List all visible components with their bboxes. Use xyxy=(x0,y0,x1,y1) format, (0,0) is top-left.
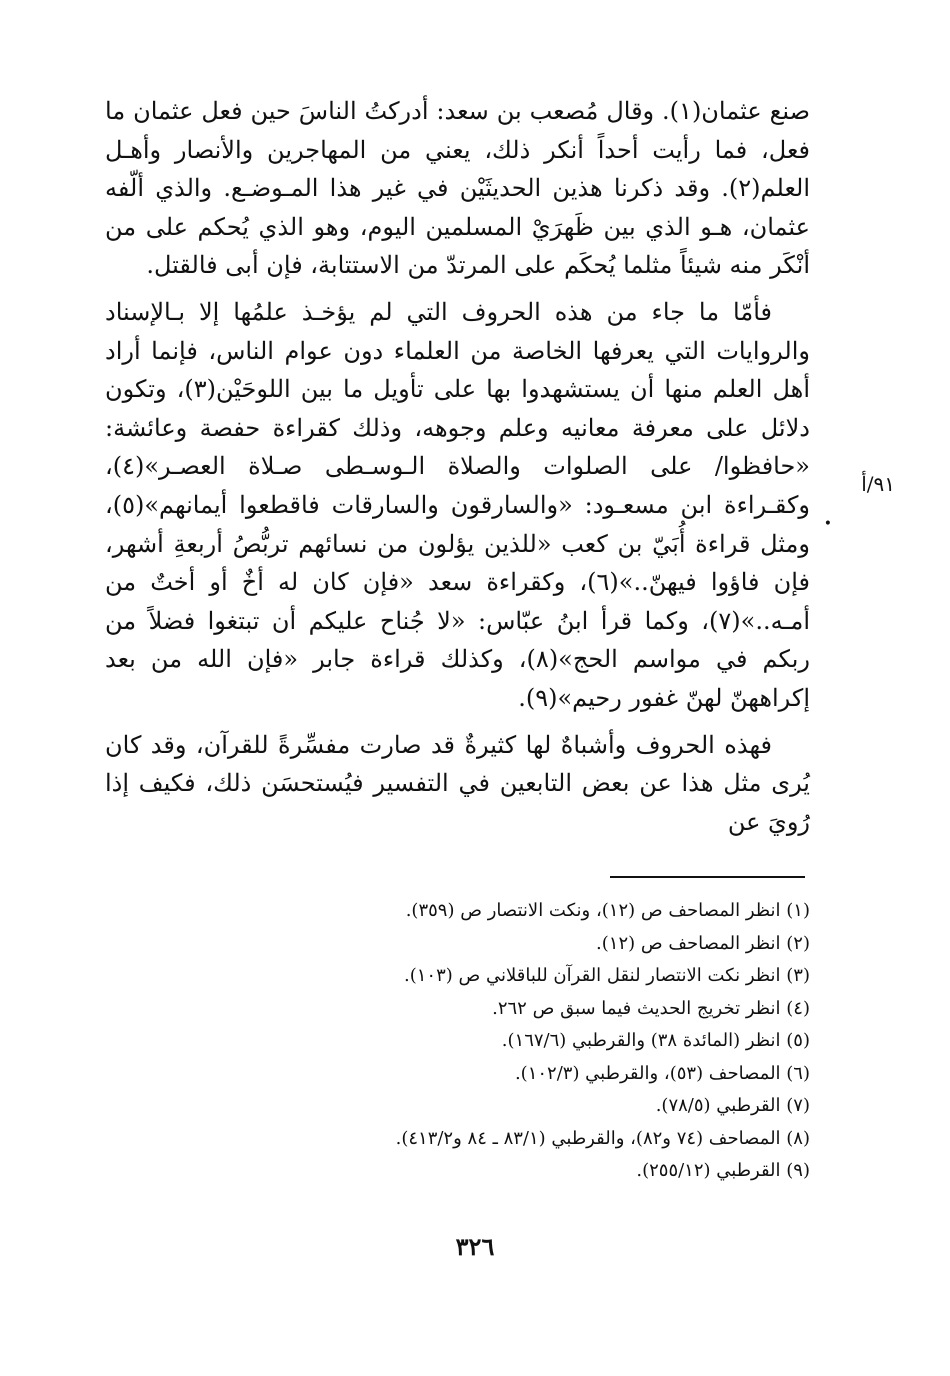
footnote-5: (٥) انظر (المائدة ٣٨) والقرطبي (١٦٧/٦). xyxy=(501,1030,810,1051)
footnote-9: (٩) القرطبي (٢٥٥/١٢). xyxy=(636,1160,810,1181)
footnote-divider xyxy=(610,876,805,878)
paragraph-3: فهذه الحروف وأشباهٌ لها كثيرةٌ قد صارت مفسِّرةً للقرآن، وقد كان يُرى مثل هذا عن بعض التابعين في التفسير فيُستحسَن ذلك، فكيف إذا رُويَ عن xyxy=(105,730,810,836)
footnotes xyxy=(105,895,810,1188)
paragraph-1: صنع عثمان(١). وقال مُصعب بن سعد: أدركتُ الناسَ حين فعل عثمان ما فعل، فما رأيت أحداً أنكر ذلك، يعني من المهاجرين والأنصار وأهـل العلم(٢). وقد ذكرنا هذين الحديثَيْن في غير هذا المـوضـع. والذي ألّفه عثمان، هـو الذي بين ظَهرَيْ المسلمين اليوم، وهو الذي يُحكم على من أنْكَر منه شيئاً مثلما يُحكَم على المرتدّ من الاستتابة، فإن أبى فالقتل. xyxy=(105,97,810,280)
footnote-8: (٨) المصاحف (٧٤ و٨٢)، والقرطبي (٨٣/١ ـ ٨٤ و٤١٣/٢). xyxy=(395,1127,810,1149)
footnote-6: (٦) المصاحف (٥٣)، والقرطبي (١٠٢/٣). xyxy=(514,1062,810,1084)
footnote-1: (١) انظر المصاحف ص (١٢)، ونكت الانتصار ص (٣٥٩). xyxy=(405,900,810,921)
footnote-7: (٧) القرطبي (٧٨/٥). xyxy=(655,1095,810,1116)
footnote-4: (٤) انظر تخريج الحديث فيما سبق ص ٢٦٢. xyxy=(492,997,810,1019)
page-number: ٣٢٦ xyxy=(455,1232,495,1261)
main-text xyxy=(105,92,810,849)
manuscript-folio-marker: ٩١/أ xyxy=(861,472,895,496)
footnote-3: (٣) انظر نكت الانتصار لنقل القرآن للباقلاني ص (١٠٣). xyxy=(404,965,810,986)
paragraph-2: فأمّا ما جاء من هذه الحروف التي لم يؤخـذ علمُها إلا بـالإسناد والروايات التي يعرفها الخاصة من العلماء دون عوام الناس، فإنما أراد أهل العلم منها أن يستشهدوا بها على تأويل ما بين اللوحَيْن(٣)، وتكون دلائل على معرفة معانيه وعلم وجوهه، وذلك كقراءة حفصة وعائشة: «حافظوا/ على الصلوات والصلاة الـوسـطى صـلاة العصـر»(٤)، وكقـراءة ابن مسعـود: «والسارقون والسارقات فاقطعوا أيمانهم»(٥)، ومثل قراءة أُبَيّ بن كعب «للذين يؤلون من نسائهم تربُّصُ أربعةِ أشهر، فإن فاؤوا فيهنّ..»(٦)، وكقراءة سعد «فإن كان له أخٌ أو أختٌ من أمـه..»(٧)، وكما قرأ ابنُ عبّاس: «لا جُناح عليكم أن تبتغوا فضلاً من ربكم في مواسم الحج»(٨)، وكذلك قراءة جابر «فإن الله من بعد إكراههنّ لهنّ غفور رحيم»(٩). xyxy=(105,297,811,712)
margin-dot-icon: • xyxy=(823,516,832,532)
footnote-2: (٢) انظر المصاحف ص (١٢). xyxy=(596,932,810,954)
